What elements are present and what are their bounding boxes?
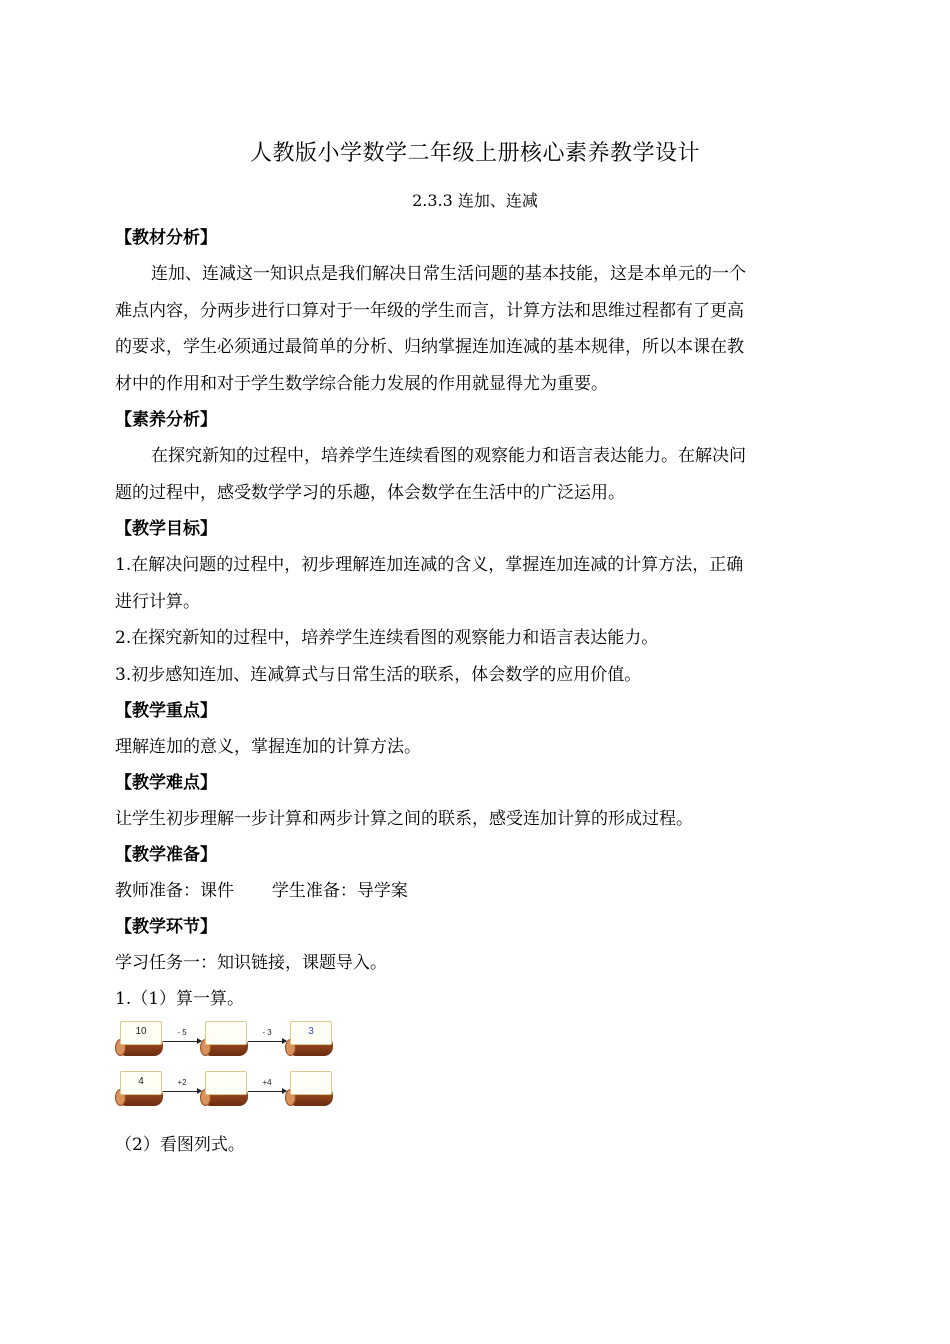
text-line: 连加、连减这一知识点是我们解决日常生活问题的基本技能，这是本单元的一个 [151, 264, 746, 284]
operation-label: - 5 [177, 1028, 187, 1037]
operation-label: - 3 [262, 1028, 272, 1037]
right-arrow-icon [248, 1091, 286, 1092]
heading-process: 【教学环节】 [115, 917, 217, 937]
subtraction-chain-diagram [115, 1021, 415, 1069]
document-title: 人教版小学数学二年级上册核心素养教学设计 [249, 141, 700, 166]
goal-item: 3.初步感知连加、连减算式与日常生活的联系，体会数学的应用价值。 [115, 664, 642, 685]
operation-label: +2 [177, 1078, 187, 1087]
right-arrow-icon [163, 1091, 201, 1092]
addition-chain-diagram [115, 1071, 415, 1119]
goals-list [115, 547, 837, 693]
heading-preparation: 【教学准备】 [115, 845, 217, 865]
goal-item-continued: 进行计算。 [115, 591, 200, 612]
goal-item: 2.在探究新知的过程中，培养学生连续看图的观察能力和语言表达能力。 [115, 628, 659, 648]
analysis-paragraph [115, 256, 837, 402]
heading-goals: 【教学目标】 [115, 519, 217, 539]
heading-key-point: 【教学重点】 [115, 701, 217, 721]
text-line: 的要求，学生必须通过最简单的分析、归纳掌握连加连减的基本规律，所以本课在教 [115, 337, 744, 357]
right-arrow-icon [248, 1041, 286, 1042]
number-card [290, 1071, 332, 1095]
lesson-subtitle: 2.3.3 连加、连减 [412, 191, 538, 210]
key-point-text: 理解连加的意义，掌握连加的计算方法。 [115, 737, 421, 757]
heading-literacy: 【素养分析】 [115, 410, 217, 430]
number-card: 3 [290, 1021, 332, 1045]
preparation-text: 教师准备：课件 学生准备：导学案 [115, 881, 408, 901]
right-arrow-icon [163, 1041, 201, 1042]
task-one-text: 学习任务一：知识链接，课题导入。 [115, 953, 387, 973]
number-card [205, 1021, 247, 1045]
difficulty-text: 让学生初步理解一步计算和两步计算之间的联系，感受连加计算的形成过程。 [115, 809, 693, 829]
text-line: 难点内容，分两步进行口算对于一年级的学生而言，计算方法和思维过程都有了更高 [115, 300, 744, 321]
text-line: 材中的作用和对于学生数学综合能力发展的作用就显得尤为重要。 [115, 373, 608, 394]
number-card: 10 [120, 1021, 162, 1045]
exercise-item-2: （2）看图列式。 [115, 1135, 245, 1155]
operation-label: +4 [262, 1078, 272, 1087]
text-line: 题的过程中，感受数学学习的乐趣，体会数学在生活中的广泛运用。 [115, 482, 625, 503]
heading-analysis: 【教材分析】 [115, 228, 217, 248]
goal-item: 1.在解决问题的过程中，初步理解连加连减的含义，掌握连加连减的计算方法，正确 [115, 555, 744, 575]
exercise-item-1: 1.（1）算一算。 [115, 989, 245, 1009]
number-card: 4 [120, 1071, 162, 1095]
document-body [115, 220, 837, 1163]
heading-difficulty: 【教学难点】 [115, 773, 217, 793]
number-card [205, 1071, 247, 1095]
text-line: 在探究新知的过程中，培养学生连续看图的观察能力和语言表达能力。在解决问 [151, 446, 746, 466]
literacy-paragraph [115, 438, 837, 511]
